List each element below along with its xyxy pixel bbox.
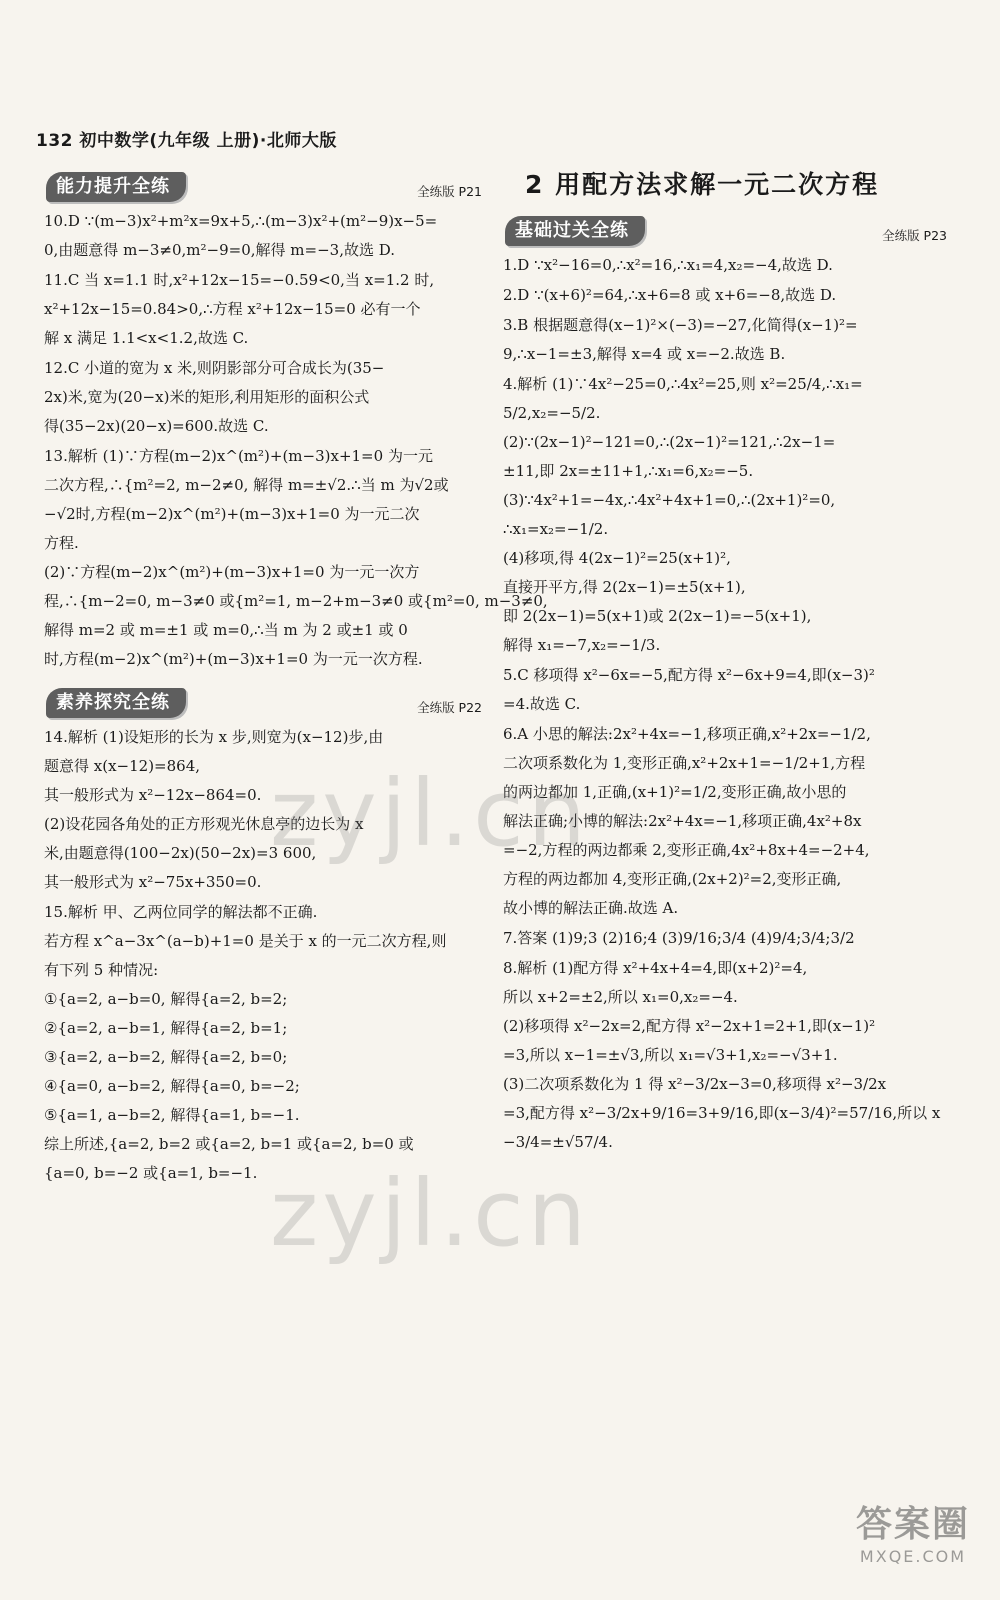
answer-line: −√2时,方程(m−2)x^(m²)+(m−3)x+1=0 为一元二次 (44, 505, 420, 523)
literacy-banner-row (44, 684, 484, 722)
answer-line: 8.解析 (1)配方得 x²+4x+4=4,即(x+2)²=4, (503, 959, 808, 977)
answer-line: 综上所述,{a=2, b=2 或{a=2, b=1 或{a=2, b=0 或 (44, 1135, 414, 1153)
answer-line: 0,由题意得 m−3≠0,m²−9=0,解得 m=−3,故选 D. (44, 241, 395, 259)
answer-line: 12.C 小道的宽为 x 米,则阴影部分可合成长为(35− (44, 359, 385, 377)
answer-line: 2.D ∵(x+6)²=64,∴x+6=8 或 x+6=−8,故选 D. (503, 286, 837, 304)
answer-line: ①{a=2, a−b=0, 解得{a=2, b=2; (44, 990, 288, 1008)
answer-line: 米,由题意得(100−2x)(50−2x)=3 600, (44, 844, 317, 862)
watermark-lower: zyjl.cn (270, 1160, 590, 1267)
answer-line: 10.D ∵(m−3)x²+m²x=9x+5,∴(m−3)x²+(m²−9)x−5= (44, 212, 438, 230)
basic-ref: 全练版 P23 (882, 228, 947, 243)
answer-line: 1.D ∵x²−16=0,∴x²=16,∴x₁=4,x₂=−4,故选 D. (503, 256, 833, 274)
answer-line: 故小博的解法正确.故选 A. (503, 899, 679, 917)
literacy-banner: 素养探究全练 (46, 688, 186, 718)
answer-line: 解 x 满足 1.1<x<1.2,故选 C. (44, 329, 249, 347)
answer-11 (44, 266, 484, 353)
answer-line: (3)∵4x²+1=−4x,∴4x²+4x+1=0,∴(2x+1)²=0, (503, 491, 836, 509)
answer-line: =3,所以 x−1=±√3,所以 x₁=√3+1,x₂=−√3+1. (503, 1046, 838, 1064)
answer-line: (2)∵方程(m−2)x^(m²)+(m−3)x+1=0 为一元一次方 (44, 563, 420, 581)
answer-line: 得(35−2x)(20−x)=600.故选 C. (44, 417, 269, 435)
page-header: 132 初中数学(九年级 上册)·北师大版 (36, 131, 337, 151)
answer-line: (2)移项得 x²−2x=2,配方得 x²−2x+1=2+1,即(x−1)² (503, 1017, 876, 1035)
site-logo (856, 1496, 970, 1566)
answer-line: 题意得 x(x−12)=864, (44, 757, 201, 775)
answer-line: 5.C 移项得 x²−6x=−5,配方得 x²−6x+9=4,即(x−3)² (503, 666, 875, 684)
answer-line: 其一般形式为 x²−75x+350=0. (44, 873, 262, 891)
answer-line: 4.解析 (1)∵4x²−25=0,∴4x²=25,则 x²=25/4,∴x₁= (503, 375, 863, 393)
answer-line: (4)移项,得 4(2x−1)²=25(x+1)², (503, 549, 731, 567)
answer-line: 解得 x₁=−7,x₂=−1/3. (503, 636, 661, 654)
answer-10 (44, 207, 484, 265)
logo-text: 答案圈 (855, 1504, 970, 1545)
answer-line: 所以 x+2=±2,所以 x₁=0,x₂=−4. (503, 988, 738, 1006)
answer-line: (3)二次项系数化为 1 得 x²−3/2x−3=0,移项得 x²−3/2x (503, 1075, 887, 1093)
answer-line: {a=0, b=−2 或{a=1, b=−1. (44, 1164, 258, 1182)
answer-7 (503, 924, 949, 953)
right-column (503, 168, 949, 1157)
answer-line: 13.解析 (1)∵方程(m−2)x^(m²)+(m−3)x+1=0 为一元 (44, 447, 433, 465)
literacy-ref: 全练版 P22 (417, 700, 482, 715)
answer-line: ②{a=2, a−b=1, 解得{a=2, b=1; (44, 1019, 288, 1037)
answer-13 (44, 442, 548, 674)
answer-line: 2x)米,宽为(20−x)米的矩形,利用矩形的面积公式 (44, 388, 370, 406)
answer-line: 有下列 5 种情况: (44, 961, 159, 979)
answer-1 (503, 251, 949, 280)
answer-line: 若方程 x^a−3x^(a−b)+1=0 是关于 x 的一元二次方程,则 (44, 932, 447, 950)
answer-2 (503, 281, 949, 310)
answer-line: 时,方程(m−2)x^(m²)+(m−3)x+1=0 为一元一次方程. (44, 650, 423, 668)
answer-line: 7.答案 (1)9;3 (2)16;4 (3)9/16;3/4 (4)9/4;3/4;3/2 (503, 929, 855, 947)
answer-line: 程,∴{m−2=0, m−3≠0 或{m²=1, m−2+m−3≠0 或{m²=0, m−3≠0, (44, 592, 548, 610)
answer-line: ④{a=0, a−b=2, 解得{a=0, b=−2; (44, 1077, 300, 1095)
answer-line: 5/2,x₂=−5/2. (503, 404, 601, 422)
answer-4 (503, 370, 949, 660)
answer-line: ±11,即 2x=±11+1,∴x₁=6,x₂=−5. (503, 462, 754, 480)
watermark-upper: zyjl.cn (270, 760, 590, 867)
answer-line: 其一般形式为 x²−12x−864=0. (44, 786, 262, 804)
answer-line: ③{a=2, a−b=2, 解得{a=2, b=0; (44, 1048, 288, 1066)
answer-line: (2)∵(2x−1)²−121=0,∴(2x−1)²=121,∴2x−1= (503, 433, 836, 451)
answer-line: 直接开平方,得 2(2x−1)=±5(x+1), (503, 578, 746, 596)
answer-line: 14.解析 (1)设矩形的长为 x 步,则宽为(x−12)步,由 (44, 728, 384, 746)
answer-line: =4.故选 C. (503, 695, 581, 713)
answer-line: x²+12x−15=0.84>0,∴方程 x²+12x−15=0 必有一个 (44, 300, 421, 318)
ability-banner: 能力提升全练 (46, 172, 186, 202)
answer-line: (2)设花园各角处的正方形观光休息亭的边长为 x (44, 815, 364, 833)
answer-line: 3.B 根据题意得(x−1)²×(−3)=−27,化简得(x−1)²= (503, 316, 858, 334)
answer-line: 解法正确;小博的解法:2x²+4x=−1,移项正确,4x²+8x (503, 812, 862, 830)
basic-banner-row (503, 212, 949, 250)
answer-line: 二次方程,∴{m²=2, m−2≠0, 解得 m=±√2.∴当 m 为√2或 (44, 476, 449, 494)
answer-line: ⑤{a=1, a−b=2, 解得{a=1, b=−1. (44, 1106, 300, 1124)
answer-line: 即 2(2x−1)=5(x+1)或 2(2x−1)=−5(x+1), (503, 607, 812, 625)
answer-line: 解得 m=2 或 m=±1 或 m=0,∴当 m 为 2 或±1 或 0 (44, 621, 408, 639)
answer-line: 的两边都加 1,正确,(x+1)²=1/2,变形正确,故小思的 (503, 783, 847, 801)
answer-5 (503, 661, 949, 719)
answer-line: 11.C 当 x=1.1 时,x²+12x−15=−0.59<0,当 x=1.2 时, (44, 271, 435, 289)
answer-line: =−2,方程的两边都乘 2,变形正确,4x²+8x+4=−2+4, (503, 841, 870, 859)
ability-banner-row (44, 168, 484, 206)
answer-line: 二次项系数化为 1,变形正确,x²+2x+1=−1/2+1,方程 (503, 754, 866, 772)
answer-15 (44, 898, 484, 1188)
answer-line: ∴x₁=x₂=−1/2. (503, 520, 609, 538)
answer-3 (503, 311, 949, 369)
answer-line: =3,配方得 x²−3/2x+9/16=3+9/16,即(x−3/4)²=57/16,所以 x (503, 1104, 941, 1122)
answer-line: 方程的两边都加 4,变形正确,(2x+2)²=2,变形正确, (503, 870, 842, 888)
section-title: 2 用配方法求解一元二次方程 (525, 170, 880, 199)
answer-line: 9,∴x−1=±3,解得 x=4 或 x=−2.故选 B. (503, 345, 786, 363)
answer-line: 6.A 小思的解法:2x²+4x=−1,移项正确,x²+2x=−1/2, (503, 725, 871, 743)
answer-line: 15.解析 甲、乙两位同学的解法都不正确. (44, 903, 318, 921)
answer-8 (503, 954, 949, 1157)
logo-url: MXQE.COM (859, 1547, 967, 1566)
answer-line: −3/4=±√57/4. (503, 1133, 613, 1151)
ability-ref: 全练版 P21 (417, 184, 482, 199)
answer-line: 方程. (44, 534, 79, 552)
answer-12 (44, 354, 484, 441)
basic-banner: 基础过关全练 (505, 216, 645, 246)
